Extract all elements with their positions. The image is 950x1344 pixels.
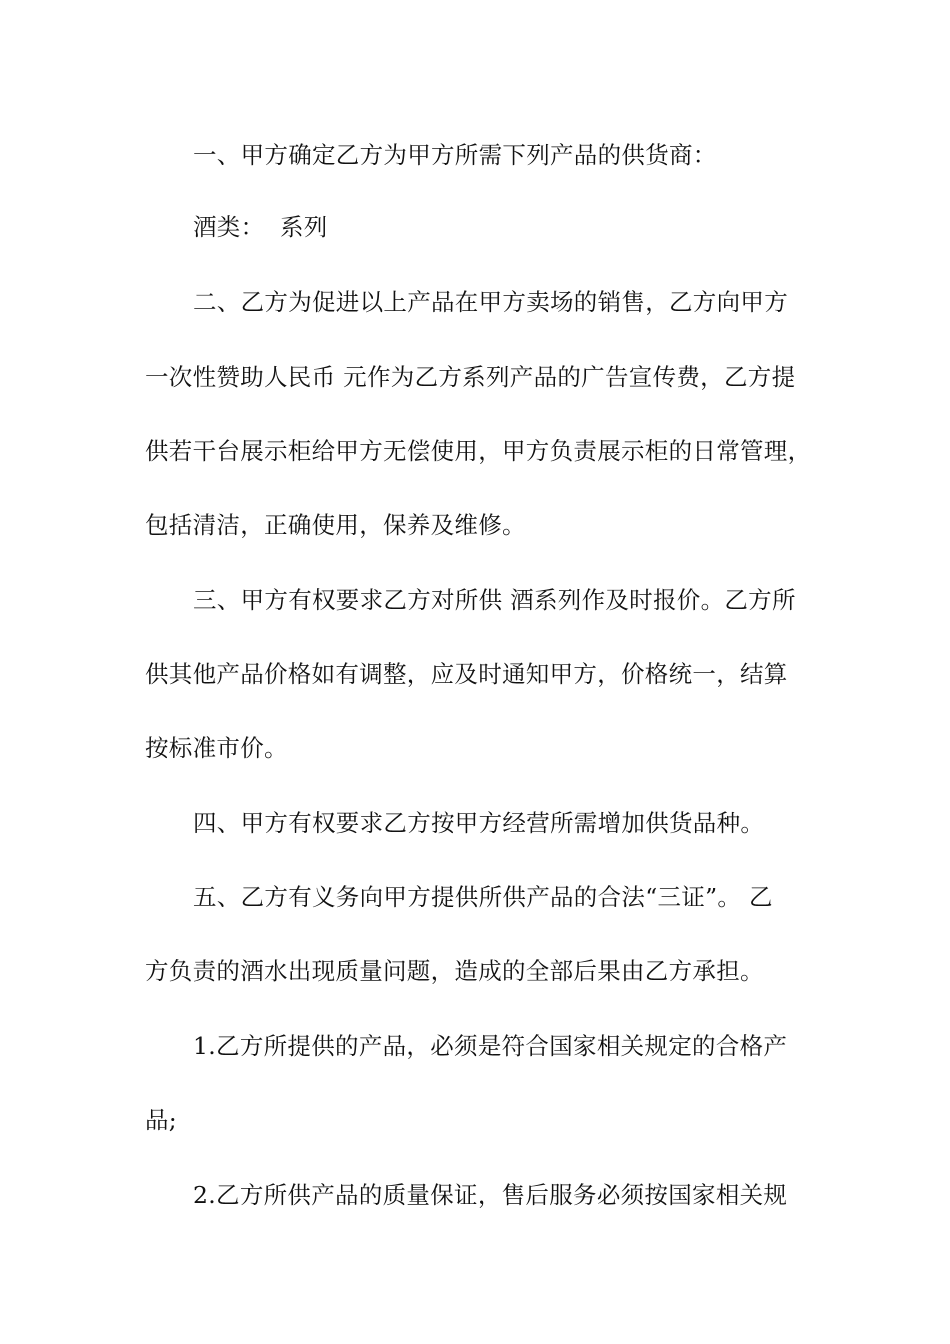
clause-2-line-2: 一次性赞助人民币 元作为乙方系列产品的广告宣传费，乙方提	[145, 363, 796, 391]
clause-3-line-3: 按标准市价。	[145, 734, 288, 762]
clause-5-line-2: 方负责的酒水出现质量问题，造成的全部后果由乙方承担。	[145, 957, 764, 985]
clause-3-line-1: 三、甲方有权要求乙方对所供 酒系列作及时报价。乙方所	[193, 586, 796, 614]
clause-2-line-1: 二、乙方为促进以上产品在甲方卖场的销售，乙方向甲方	[193, 288, 788, 316]
item-1-line-2: 品;	[145, 1106, 178, 1134]
clause-3-line-2: 供其他产品价格如有调整，应及时通知甲方，价格统一，结算	[145, 660, 788, 688]
item-1-line-1: 1.乙方所提供的产品，必须是符合国家相关规定的合格产	[193, 1032, 788, 1060]
clause-4-line-1: 四、甲方有权要求乙方按甲方经营所需增加供货品种。	[193, 809, 765, 837]
clause-2-line-3: 供若干台展示柜给甲方无偿使用，甲方负责展示柜的日常管理，	[145, 437, 812, 465]
item-2-line-1: 2.乙方所供产品的质量保证，售后服务必须按国家相关规	[193, 1181, 788, 1209]
clause-2-line-4: 包括清洁，正确使用，保养及维修。	[145, 511, 526, 539]
clause-1-line-2: 酒类： 系列	[193, 213, 328, 241]
clause-1-line-1: 一、甲方确定乙方为甲方所需下列产品的供货商：	[193, 141, 717, 169]
clause-5-line-1: 五、乙方有义务向甲方提供所供产品的合法“三证”。 乙	[193, 883, 773, 911]
